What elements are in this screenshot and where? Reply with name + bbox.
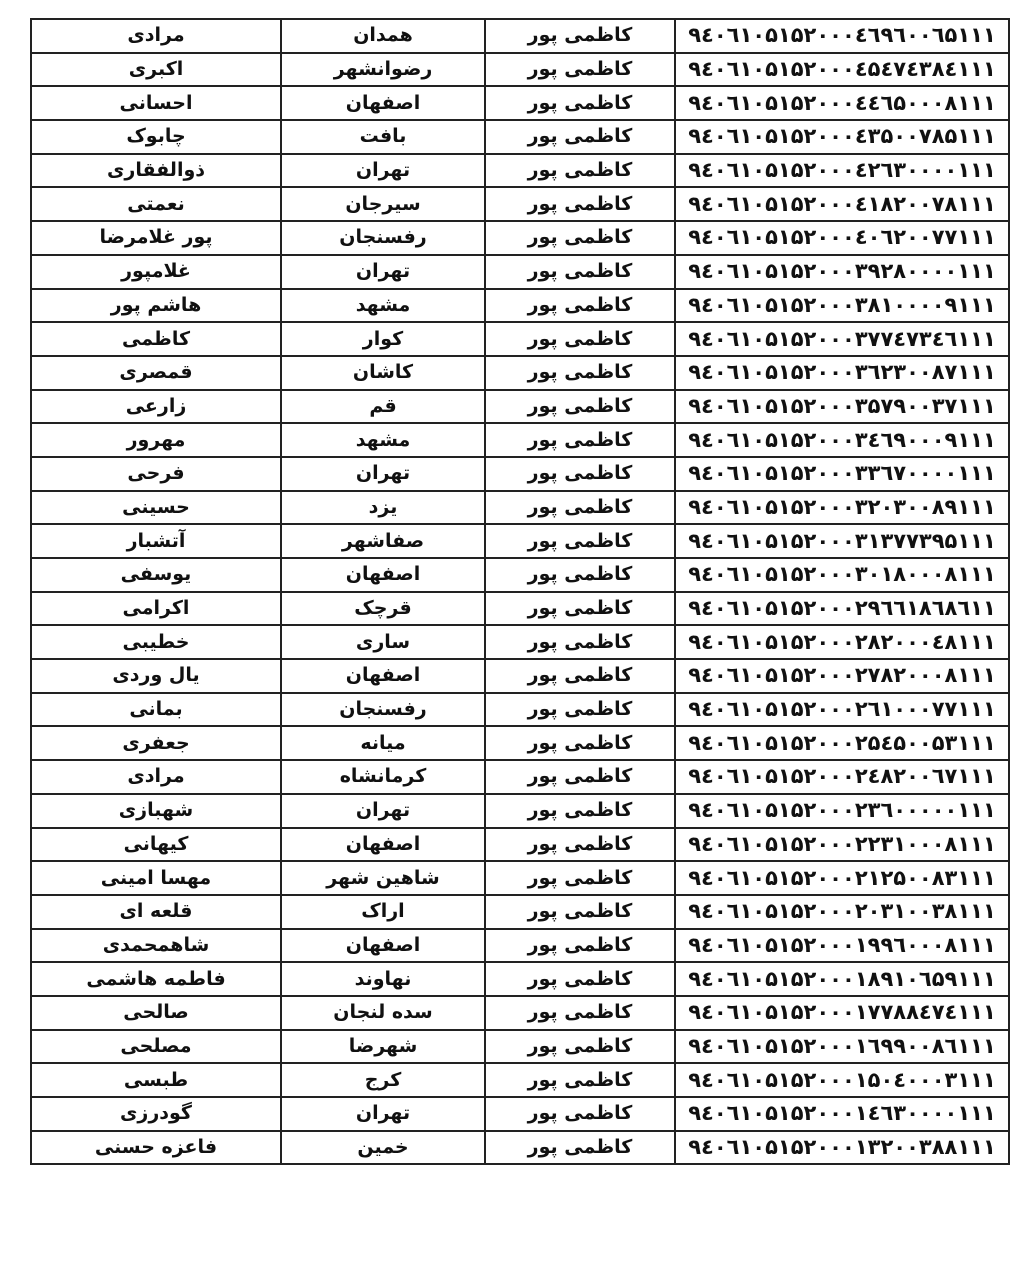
family-name-cell: فاعزه حسنی: [31, 1131, 281, 1165]
surname-cell: کاظمی پور: [485, 524, 675, 558]
code-cell: ۹٤۰٦۱۰۵۱۵۲۰۰۰۱٤٦۳۰۰۰۰۱۱۱: [675, 1097, 1009, 1131]
family-name-cell: فرحی: [31, 457, 281, 491]
code-cell: ۹٤۰٦۱۰۵۱۵۲۰۰۰۳۱۳۷۷۳۹۵۱۱۱: [675, 524, 1009, 558]
table-row: [31, 1131, 1009, 1165]
surname-cell: کاظمی پور: [485, 828, 675, 862]
code-cell: ۹٤۰٦۱۰۵۱۵۲۰۰۰۲۰۳۱۰۰۳۸۱۱۱: [675, 895, 1009, 929]
code-cell: ۹٤۰٦۱۰۵۱۵۲۰۰۰٤٤٦۵۰۰۰۸۱۱۱: [675, 86, 1009, 120]
table-row: [31, 1030, 1009, 1064]
family-name-cell: شاهمحمدی: [31, 929, 281, 963]
surname-cell: کاظمی پور: [485, 491, 675, 525]
surname-cell: کاظمی پور: [485, 1030, 675, 1064]
family-name-cell: زارعی: [31, 390, 281, 424]
surname-cell: کاظمی پور: [485, 19, 675, 53]
surname-cell: کاظمی پور: [485, 996, 675, 1030]
surname-cell: کاظمی پور: [485, 760, 675, 794]
family-name-cell: مهرور: [31, 423, 281, 457]
table-row: [31, 693, 1009, 727]
city-cell: تهران: [281, 154, 485, 188]
city-cell: قم: [281, 390, 485, 424]
table-row: [31, 255, 1009, 289]
family-name-cell: ذوالفقاری: [31, 154, 281, 188]
code-cell: ۹٤۰٦۱۰۵۱۵۲۰۰۰۳٦۲۳۰۰۸۷۱۱۱: [675, 356, 1009, 390]
code-cell: ۹٤۰٦۱۰۵۱۵۲۰۰۰٤۲٦۳۰۰۰۰۱۱۱: [675, 154, 1009, 188]
table-row: [31, 828, 1009, 862]
code-cell: ۹٤۰٦۱۰۵۱۵۲۰۰۰۳۸۱۰۰۰۰۹۱۱۱: [675, 289, 1009, 323]
table-row: [31, 962, 1009, 996]
city-cell: مشهد: [281, 423, 485, 457]
surname-cell: کاظمی پور: [485, 1097, 675, 1131]
family-name-cell: نعمتی: [31, 187, 281, 221]
city-cell: سده لنجان: [281, 996, 485, 1030]
surname-cell: کاظمی پور: [485, 154, 675, 188]
city-cell: اصفهان: [281, 86, 485, 120]
city-cell: ساری: [281, 625, 485, 659]
city-cell: نهاوند: [281, 962, 485, 996]
family-name-cell: قلعه ای: [31, 895, 281, 929]
surname-cell: کاظمی پور: [485, 255, 675, 289]
family-name-cell: اکبری: [31, 53, 281, 87]
code-cell: ۹٤۰٦۱۰۵۱۵۲۰۰۰۲٤۸۲۰۰٦۷۱۱۱: [675, 760, 1009, 794]
surname-cell: کاظمی پور: [485, 390, 675, 424]
family-name-cell: خطیبی: [31, 625, 281, 659]
surname-cell: کاظمی پور: [485, 356, 675, 390]
surname-cell: کاظمی پور: [485, 962, 675, 996]
surname-cell: کاظمی پور: [485, 289, 675, 323]
family-name-cell: حسینی: [31, 491, 281, 525]
city-cell: اصفهان: [281, 558, 485, 592]
family-name-cell: مرادی: [31, 760, 281, 794]
code-cell: ۹٤۰٦۱۰۵۱۵۲۰۰۰۳٤٦۹۰۰۰۹۱۱۱: [675, 423, 1009, 457]
family-name-cell: پور غلامرضا: [31, 221, 281, 255]
family-name-cell: گودرزی: [31, 1097, 281, 1131]
surname-cell: کاظمی پور: [485, 1063, 675, 1097]
city-cell: یزد: [281, 491, 485, 525]
family-name-cell: هاشم پور: [31, 289, 281, 323]
table-row: [31, 423, 1009, 457]
family-name-cell: کاظمی: [31, 322, 281, 356]
code-cell: ۹٤۰٦۱۰۵۱۵۲۰۰۰٤۰٦۲۰۰۷۷۱۱۱: [675, 221, 1009, 255]
city-cell: سیرجان: [281, 187, 485, 221]
code-cell: ۹٤۰٦۱۰۵۱۵۲۰۰۰۲۳٦۰۰۰۰۰۱۱۱: [675, 794, 1009, 828]
code-cell: ۹٤۰٦۱۰۵۱۵۲۰۰۰۳۵۷۹۰۰۳۷۱۱۱: [675, 390, 1009, 424]
surname-cell: کاظمی پور: [485, 895, 675, 929]
city-cell: همدان: [281, 19, 485, 53]
surname-cell: کاظمی پور: [485, 322, 675, 356]
table-row: [31, 86, 1009, 120]
city-cell: اصفهان: [281, 929, 485, 963]
table-row: [31, 154, 1009, 188]
table-row: [31, 726, 1009, 760]
family-name-cell: قمصری: [31, 356, 281, 390]
city-cell: کرمانشاه: [281, 760, 485, 794]
code-cell: ۹٤۰٦۱۰۵۱۵۲۰۰۰۳۲۰۳۰۰۸۹۱۱۱: [675, 491, 1009, 525]
city-cell: اصفهان: [281, 659, 485, 693]
table-row: [31, 322, 1009, 356]
table-row: [31, 491, 1009, 525]
family-name-cell: کیهانی: [31, 828, 281, 862]
code-cell: ۹٤۰٦۱۰۵۱۵۲۰۰۰٤٦۹٦۰۰٦۵۱۱۱: [675, 19, 1009, 53]
surname-cell: کاظمی پور: [485, 929, 675, 963]
family-name-cell: یوسفی: [31, 558, 281, 592]
family-name-cell: شهبازی: [31, 794, 281, 828]
code-cell: ۹٤۰٦۱۰۵۱۵۲۰۰۰۲۱۲۵۰۰۸۳۱۱۱: [675, 861, 1009, 895]
surname-cell: کاظمی پور: [485, 187, 675, 221]
table-row: [31, 1063, 1009, 1097]
records-table-container: [30, 18, 996, 1165]
code-cell: ۹٤۰٦۱۰۵۱۵۲۰۰۰۲۲۳۱۰۰۰۸۱۱۱: [675, 828, 1009, 862]
city-cell: مشهد: [281, 289, 485, 323]
city-cell: کرج: [281, 1063, 485, 1097]
code-cell: ۹٤۰٦۱۰۵۱۵۲۰۰۰۲۷۸۲۰۰۰۸۱۱۱: [675, 659, 1009, 693]
city-cell: کاشان: [281, 356, 485, 390]
table-row: [31, 659, 1009, 693]
code-cell: ۹٤۰٦۱۰۵۱۵۲۰۰۰٤۱۸۲۰۰۷۸۱۱۱: [675, 187, 1009, 221]
family-name-cell: مهسا امینی: [31, 861, 281, 895]
table-row: [31, 524, 1009, 558]
code-cell: ۹٤۰٦۱۰۵۱۵۲۰۰۰۲٦۱۰۰۰۷۷۱۱۱: [675, 693, 1009, 727]
code-cell: ۹٤۰٦۱۰۵۱۵۲۰۰۰۱۵۰٤۰۰۰۳۱۱۱: [675, 1063, 1009, 1097]
code-cell: ۹٤۰٦۱۰۵۱۵۲۰۰۰۱۷۷۸۸٤۷٤۱۱۱: [675, 996, 1009, 1030]
city-cell: میانه: [281, 726, 485, 760]
table-row: [31, 895, 1009, 929]
surname-cell: کاظمی پور: [485, 659, 675, 693]
table-row: [31, 861, 1009, 895]
family-name-cell: جعفری: [31, 726, 281, 760]
family-name-cell: بمانی: [31, 693, 281, 727]
city-cell: رضوانشهر: [281, 53, 485, 87]
table-row: [31, 187, 1009, 221]
family-name-cell: مرادی: [31, 19, 281, 53]
city-cell: تهران: [281, 1097, 485, 1131]
city-cell: خمین: [281, 1131, 485, 1165]
city-cell: بافت: [281, 120, 485, 154]
city-cell: قرچک: [281, 592, 485, 626]
family-name-cell: فاطمه هاشمی: [31, 962, 281, 996]
surname-cell: کاظمی پور: [485, 625, 675, 659]
table-row: [31, 592, 1009, 626]
table-row: [31, 625, 1009, 659]
table-row: [31, 289, 1009, 323]
city-cell: تهران: [281, 457, 485, 491]
table-row: [31, 390, 1009, 424]
code-cell: ۹٤۰٦۱۰۵۱۵۲۰۰۰۱۹۹٦۰۰۰۸۱۱۱: [675, 929, 1009, 963]
surname-cell: کاظمی پور: [485, 120, 675, 154]
city-cell: رفسنجان: [281, 221, 485, 255]
city-cell: کوار: [281, 322, 485, 356]
surname-cell: کاظمی پور: [485, 861, 675, 895]
family-name-cell: یال وردی: [31, 659, 281, 693]
table-row: [31, 794, 1009, 828]
table-row: [31, 1097, 1009, 1131]
records-table: [30, 18, 1010, 1165]
records-table-body: [31, 19, 1009, 1164]
code-cell: ۹٤۰٦۱۰۵۱۵۲۰۰۰۱٦۹۹۰۰۸٦۱۱۱: [675, 1030, 1009, 1064]
city-cell: شاهین شهر: [281, 861, 485, 895]
table-row: [31, 356, 1009, 390]
code-cell: ۹٤۰٦۱۰۵۱۵۲۰۰۰۳۹۲۸۰۰۰۰۱۱۱: [675, 255, 1009, 289]
surname-cell: کاظمی پور: [485, 558, 675, 592]
table-row: [31, 457, 1009, 491]
table-row: [31, 929, 1009, 963]
surname-cell: کاظمی پور: [485, 592, 675, 626]
code-cell: ۹٤۰٦۱۰۵۱۵۲۰۰۰۲۸۲۰۰۰٤۸۱۱۱: [675, 625, 1009, 659]
surname-cell: کاظمی پور: [485, 693, 675, 727]
city-cell: اصفهان: [281, 828, 485, 862]
code-cell: ۹٤۰٦۱۰۵۱۵۲۰۰۰۲۵٤۵۰۰۵۳۱۱۱: [675, 726, 1009, 760]
code-cell: ۹٤۰٦۱۰۵۱۵۲۰۰۰۱۳۲۰۰۳۸۸۱۱۱: [675, 1131, 1009, 1165]
table-row: [31, 53, 1009, 87]
surname-cell: کاظمی پور: [485, 221, 675, 255]
code-cell: ۹٤۰٦۱۰۵۱۵۲۰۰۰۳۳٦۷۰۰۰۰۱۱۱: [675, 457, 1009, 491]
table-row: [31, 558, 1009, 592]
code-cell: ۹٤۰٦۱۰۵۱۵۲۰۰۰۱۸۹۱۰٦۵۹۱۱۱: [675, 962, 1009, 996]
surname-cell: کاظمی پور: [485, 794, 675, 828]
code-cell: ۹٤۰٦۱۰۵۱۵۲۰۰۰۲۹٦٦۱۸٦۸٦۱۱: [675, 592, 1009, 626]
surname-cell: کاظمی پور: [485, 1131, 675, 1165]
city-cell: شهرضا: [281, 1030, 485, 1064]
table-row: [31, 996, 1009, 1030]
table-row: [31, 221, 1009, 255]
table-row: [31, 120, 1009, 154]
family-name-cell: احسانی: [31, 86, 281, 120]
surname-cell: کاظمی پور: [485, 457, 675, 491]
city-cell: رفسنجان: [281, 693, 485, 727]
code-cell: ۹٤۰٦۱۰۵۱۵۲۰۰۰٤۳۵۰۰۷۸۵۱۱۱: [675, 120, 1009, 154]
surname-cell: کاظمی پور: [485, 86, 675, 120]
table-row: [31, 760, 1009, 794]
surname-cell: کاظمی پور: [485, 726, 675, 760]
code-cell: ۹٤۰٦۱۰۵۱۵۲۰۰۰۳۷۷٤۷۳٤٦۱۱۱: [675, 322, 1009, 356]
surname-cell: کاظمی پور: [485, 53, 675, 87]
city-cell: تهران: [281, 255, 485, 289]
city-cell: تهران: [281, 794, 485, 828]
family-name-cell: طبسی: [31, 1063, 281, 1097]
code-cell: ۹٤۰٦۱۰۵۱۵۲۰۰۰٤۵٤۷٤۳۸٤۱۱۱: [675, 53, 1009, 87]
family-name-cell: صالحی: [31, 996, 281, 1030]
family-name-cell: چابوک: [31, 120, 281, 154]
family-name-cell: اکرامی: [31, 592, 281, 626]
family-name-cell: غلامپور: [31, 255, 281, 289]
family-name-cell: مصلحی: [31, 1030, 281, 1064]
surname-cell: کاظمی پور: [485, 423, 675, 457]
table-row: [31, 19, 1009, 53]
code-cell: ۹٤۰٦۱۰۵۱۵۲۰۰۰۳۰۱۸۰۰۰۸۱۱۱: [675, 558, 1009, 592]
city-cell: صفاشهر: [281, 524, 485, 558]
city-cell: اراک: [281, 895, 485, 929]
family-name-cell: آتشبار: [31, 524, 281, 558]
